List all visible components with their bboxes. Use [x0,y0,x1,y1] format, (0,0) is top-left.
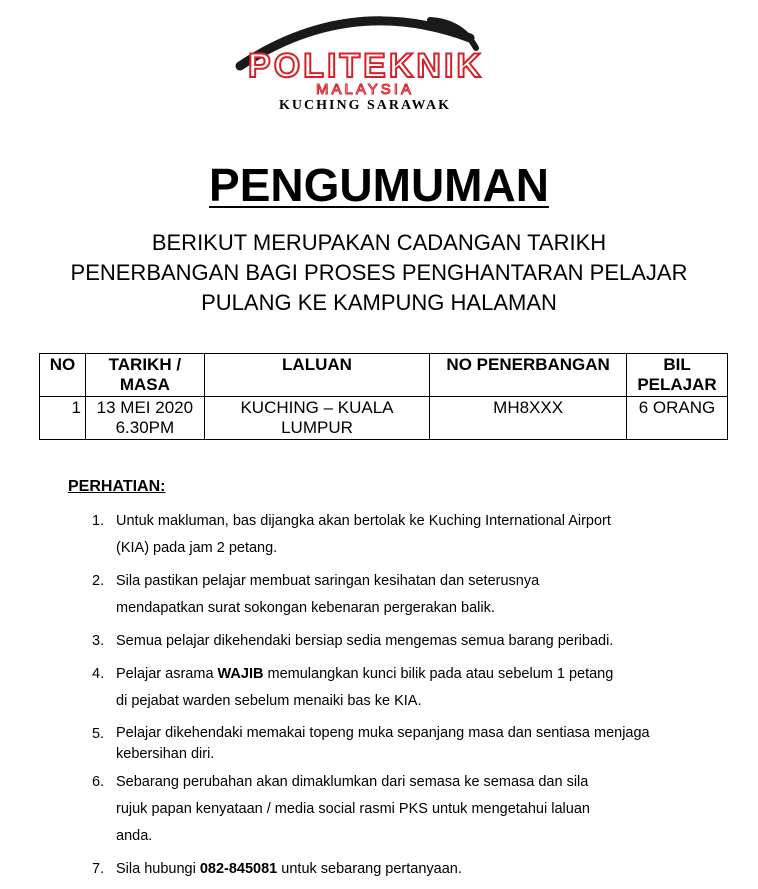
item-7-text-pre: Sila hubungi [116,861,200,877]
list-item [92,508,712,562]
item-5-line-1: Pelajar dikehendaki memakai topeng muka sepanjang masa dan sentiasa menjaga [116,725,650,741]
cell-route-line-1: KUCHING – KUALA [240,398,394,417]
cell-no: 1 [40,397,86,440]
header-tarikh [85,354,204,397]
header-tarikh-line-2: MASA [119,375,170,394]
notes-list [92,508,712,889]
item-4-line-2: di pejabat warden sebelum menaiki bas ke KIA. [116,693,422,709]
header-laluan: LALUAN [204,354,429,397]
item-number: 5. [92,726,105,742]
list-item [92,721,712,763]
item-number: 4. [92,666,105,682]
item-number: 2. [92,573,105,589]
item-6-line-1: Sebarang perubahan akan dimaklumkan dari semasa ke semasa dan sila [116,774,589,790]
header-penerbangan: NO PENERBANGAN [430,354,627,397]
subtitle-line-2: PENERBANGAN BAGI PROSES PENGHANTARAN PELAJAR [70,260,688,285]
subtitle-line-1: BERIKUT MERUPAKAN CADANGAN TARIKH [151,230,607,255]
item-3-line-1: Semua pelajar dikehendaki bersiap sedia mengemas semua barang peribadi. [116,633,614,649]
item-4-text-bold: WAJIB [217,666,264,682]
subtitle-line-3: PULANG KE KAMPUNG HALAMAN [201,290,557,315]
list-item [92,568,712,622]
cell-flight: MH8XXX [430,397,627,440]
item-4-text-post: memulangkan kunci bilik pada atau sebelum 1 petang [263,666,614,682]
list-item [92,661,712,715]
header-tarikh-line-1: TARIKH / [108,355,182,374]
item-7-line-1 [116,856,712,883]
cell-time: 6.30PM [115,418,175,437]
item-5-line-2: kebersihan diri. [116,746,215,762]
item-number: 1. [92,513,105,529]
item-7-text-post: untuk sebarang pertanyaan. [277,861,462,877]
logo-campus-text: KUCHING SARAWAK [279,98,451,113]
flight-table [39,353,728,440]
item-1-line-1: Untuk makluman, bas dijangka akan bertolak ke Kuching International Airport [116,513,611,529]
page-title-text: PENGUMUMAN [209,159,549,211]
cell-date: 13 MEI 2020 [96,398,194,417]
item-1-line-2: (KIA) pada jam 2 petang. [116,540,278,556]
header-bil-line-2: PELAJAR [637,375,717,394]
cell-tarikh [85,397,204,440]
item-2-line-1: Sila pastikan pelajar membuat saringan kesihatan dan seterusnya [116,573,540,589]
table-header-row [40,354,728,397]
item-number: 3. [92,633,105,649]
item-number: 6. [92,774,105,790]
cell-count: 6 ORANG [627,397,728,440]
item-7-phone: 082-845081 [199,861,278,877]
item-4-line-1 [116,661,712,688]
table-row [40,397,728,440]
cell-laluan [204,397,429,440]
logo-country-text: MALAYSIA [316,81,414,98]
cell-route-line-2: LUMPUR [281,418,353,437]
item-4-text-pre: Pelajar asrama [116,666,218,682]
item-6-line-3: anda. [116,828,153,844]
header-bil-line-1: BIL [663,355,691,374]
item-6-line-2: rujuk papan kenyataan / media social rasmi PKS untuk mengetahui laluan [116,801,590,817]
notes-heading: PERHATIAN: [68,478,166,495]
header-no: NO [40,354,86,397]
item-2-line-2: mendapatkan surat sokongan kebenaran pergerakan balik. [116,600,495,616]
page-title [0,158,758,212]
announcement-subtitle [0,228,758,318]
list-item [92,769,712,850]
list-item [92,628,712,655]
logo-brand-text: POLITEKNIK [248,47,484,85]
politeknik-logo [200,8,530,113]
list-item [92,856,712,883]
header-bil [627,354,728,397]
item-number: 7. [92,861,105,877]
